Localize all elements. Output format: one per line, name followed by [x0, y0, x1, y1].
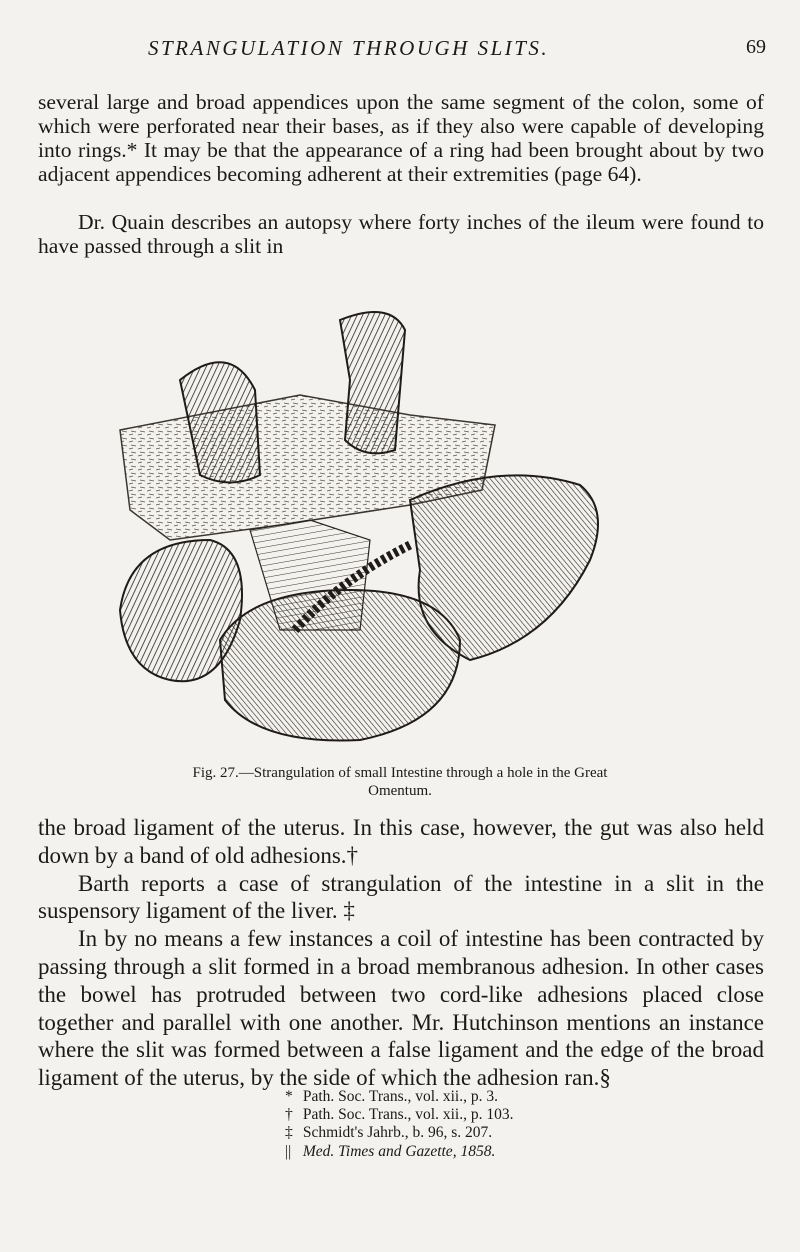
paragraph-5: In by no means a few instances a coil of intestine has been contracted by passing through a slit formed in a broad membranous adhesion. In other cases the bowel has protruded between two cord-like adhesions placed close together and parallel with one another. Mr. Hutchinson mentions an instance where the slit was formed between a false ligament and the edge of the broad ligament of the uterus, by the side of which the adhesion ran.§ — [38, 926, 764, 1091]
running-head: STRANGULATION THROUGH SLITS. — [148, 36, 550, 60]
footnote-text: Med. Times and Gazette, 1858. — [302, 1142, 496, 1160]
footnote-mark: ‡ — [285, 1124, 293, 1142]
footnotes — [285, 1088, 705, 1161]
intestine-illustration — [110, 300, 610, 760]
figure-caption — [0, 764, 800, 800]
footnote — [285, 1088, 705, 1106]
caption-line-1: Fig. 27.—Strangulation of small Intestine through a hole in the Great — [192, 765, 608, 781]
footnote — [285, 1124, 705, 1142]
paragraph-1: several large and broad appendices upon the same segment of the colon, some of which were perforated near their bases, as if they also were capable of developing into rings.* It may be that the appearance of a ring had been brought about by two adjacent appendices becoming adherent at their extremities (page 64). — [38, 90, 764, 186]
paragraph-3: the broad ligament of the uterus. In this case, however, the gut was also held down by a band of old adhesions.† — [38, 815, 764, 868]
footnote-mark: || — [285, 1142, 292, 1160]
page-header — [0, 36, 800, 66]
body-text — [38, 814, 764, 1092]
footnote-mark: † — [285, 1106, 293, 1124]
paragraph-2: Dr. Quain describes an autopsy where forty inches of the ileum were found to have passed through a slit in — [38, 210, 764, 258]
footnote — [285, 1106, 705, 1124]
paragraph-4: Barth reports a case of strangulation of the intestine in a slit in the suspensory ligament of the liver. ‡ — [38, 870, 764, 924]
footnote-text: Path. Soc. Trans., vol. xii., p. 3. — [302, 1088, 498, 1105]
caption-line-2: Omentum. — [368, 783, 432, 799]
footnote-mark: * — [285, 1088, 293, 1105]
page-number: 69 — [746, 36, 766, 58]
footnote — [285, 1143, 705, 1161]
footnote-text: Path. Soc. Trans., vol. xii., p. 103. — [302, 1106, 514, 1124]
footnote-text: Schmidt's Jahrb., b. 96, s. 207. — [302, 1124, 493, 1142]
